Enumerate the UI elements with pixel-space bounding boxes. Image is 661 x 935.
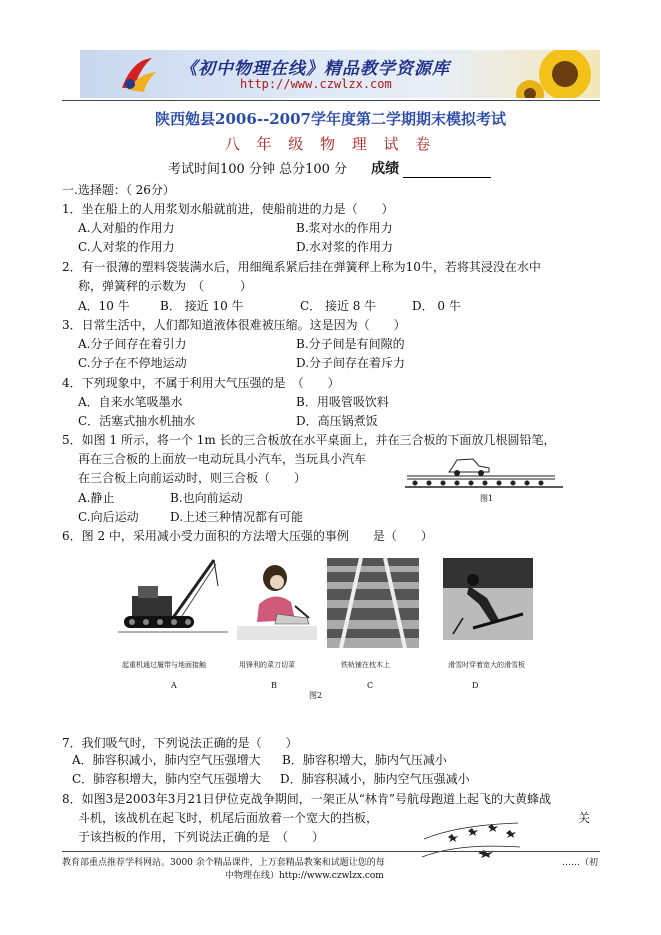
q1-option-a[interactable]: A.人对船的作用力: [78, 221, 175, 235]
figure-2a-caption: 起重机通过履带与地面接触: [122, 661, 206, 669]
q1-option-b[interactable]: B.浆对水的作用力: [296, 221, 393, 235]
q2-option-c[interactable]: C． 接近 8 牛: [300, 299, 377, 313]
question-8-stem-cont: 斗机，该战机在起飞时，机尾后面放着一个宽大的挡板，: [78, 811, 379, 825]
figure-1-label: 图1: [480, 494, 494, 503]
question-1-stem: 1．坐在船上的人用浆划水船就前进，使船前进的力是（ ）: [62, 202, 394, 216]
question-5-stem-cont2: 在三合板上向前运动时，则三合板（ ）: [78, 471, 307, 485]
question-7-stem: 7．我们吸气时，下列说法正确的是（ ）: [62, 736, 298, 750]
figure-2b-caption: 用锋利的菜刀切菜: [239, 661, 295, 669]
question-6-stem: 6．图 2 中，采用减小受力面积的方法增大压强的事例 是（ ）: [62, 529, 433, 543]
q2-option-d[interactable]: D． 0 牛: [412, 299, 461, 313]
exam-duration-score: 考试时间100 分钟 总分100 分: [168, 162, 348, 177]
figure-2d-skier-photo: [443, 558, 533, 640]
banner-title: 《初中物理在线》精品教学资源库: [180, 59, 450, 79]
section-heading: 一.选择题：（ 26分）: [62, 183, 175, 197]
question-5-stem-cont: 再在三合板的上面放一电动玩具小汽车，当玩具小汽车: [78, 452, 367, 466]
q7-option-a[interactable]: A．肺容积减小，肺内空气压强增大: [72, 753, 261, 767]
q5-option-d[interactable]: D.上述三种情况都有可能: [170, 510, 304, 524]
footer-line-1-tail: ……（初: [562, 858, 599, 868]
question-8-stem: 8．如图3是2003年3月21日伊位克战争期间，一架正从“林肯”号航母跑道上起飞的大黄蜂战: [62, 792, 551, 806]
figure-2a-crane-photo: [118, 556, 228, 638]
figure-2d-label: D: [472, 681, 479, 690]
figure-2c-caption: 铁轨铺在枕木上: [341, 661, 390, 669]
q5-option-a[interactable]: A.静止: [78, 491, 115, 505]
figure-2c-railway-photo: [327, 558, 419, 648]
q3-option-b[interactable]: B.分子间是有间隙的: [296, 337, 405, 351]
banner-url[interactable]: http://www.czwlzx.com: [240, 77, 392, 91]
q3-option-d[interactable]: D.分子间存在着斥力: [296, 356, 406, 370]
question-8-stem-cont2: 于该挡板的作用，下列说法正确的是 （ ）: [78, 830, 325, 844]
q2-option-a[interactable]: A．10 牛: [78, 299, 130, 313]
exam-subtitle: 八 年 级 物 理 试 卷: [224, 135, 437, 153]
q7-option-d[interactable]: D．肺容积减小，肺内空气压强减小: [280, 772, 470, 786]
q2-option-b[interactable]: B． 接近 10 牛: [160, 299, 244, 313]
footer-line-1: 教育部重点推荐学科网站。3000 余个精品课件，上万套精品教案和试题让您的每: [62, 858, 385, 868]
figure-2a-label: A: [171, 681, 177, 690]
q3-option-c[interactable]: C.分子在不停地运动: [78, 356, 187, 370]
figure-2b-label: B: [271, 681, 277, 690]
question-3-stem: 3．日常生活中，人们都知道液体很难被压缩。这是因为（ ）: [62, 318, 406, 332]
q1-option-c[interactable]: C.人对浆的作用力: [78, 240, 175, 254]
exam-info: [168, 158, 491, 178]
question-2-stem: 2．有一很薄的塑料袋装满水后，用细绳系紧后挂在弹簧秤上称为10牛，若将其浸没在水中: [62, 260, 541, 274]
q5-option-b[interactable]: B.也向前运动: [170, 491, 243, 505]
score-label: 成绩: [371, 161, 400, 177]
question-5-stem: 5．如图 1 所示，将一个 1m 长的三合板放在水平桌面上，并在三合板的下面放几根圆铅笔，: [62, 433, 556, 447]
figure-2d-caption: 滑雪时穿着宽大的滑雪板: [448, 661, 525, 669]
sunflower-icon: [510, 50, 600, 98]
question-2-stem-cont: 称，弹簧秤的示数为 （ ）: [78, 279, 253, 293]
figure-3-fighter-jets: [418, 817, 523, 865]
question-4-stem: 4．下列现象中，不属于利用大气压强的是 （ ）: [62, 376, 340, 390]
header-banner: [80, 50, 600, 98]
footer-divider: [62, 851, 600, 852]
footer-line-2[interactable]: 中物理在线）http://www.czwlzx.com: [225, 871, 384, 881]
exam-title: 陕西勉县2006--2007学年度第二学期期末模拟考试: [155, 110, 506, 128]
figure-2b-knife-photo: [237, 558, 317, 640]
q4-option-d[interactable]: D．高压锅煮饭: [296, 414, 378, 428]
q4-option-a[interactable]: A．自来水笔吸墨水: [78, 395, 183, 409]
score-blank[interactable]: [403, 163, 491, 178]
q4-option-b[interactable]: B．用吸管吸饮料: [296, 395, 389, 409]
header-divider: [62, 100, 600, 101]
site-logo-icon: [118, 54, 158, 94]
q7-option-c[interactable]: C．肺容积增大，肺内空气压强增大: [72, 772, 262, 786]
q5-option-c[interactable]: C.向后运动: [78, 510, 139, 524]
q3-option-a[interactable]: A.分子间存在着引力: [78, 337, 187, 351]
figure-2-label: 图2: [309, 691, 323, 700]
q7-option-b[interactable]: B．肺容积增大，肺内气压减小: [282, 753, 447, 767]
figure-2c-label: C: [367, 681, 374, 690]
q4-option-c[interactable]: C．活塞式抽水机抽水: [78, 414, 196, 428]
q1-option-d[interactable]: D.水对浆的作用力: [296, 240, 394, 254]
question-8-stem-cont-tail: 关: [578, 811, 591, 825]
